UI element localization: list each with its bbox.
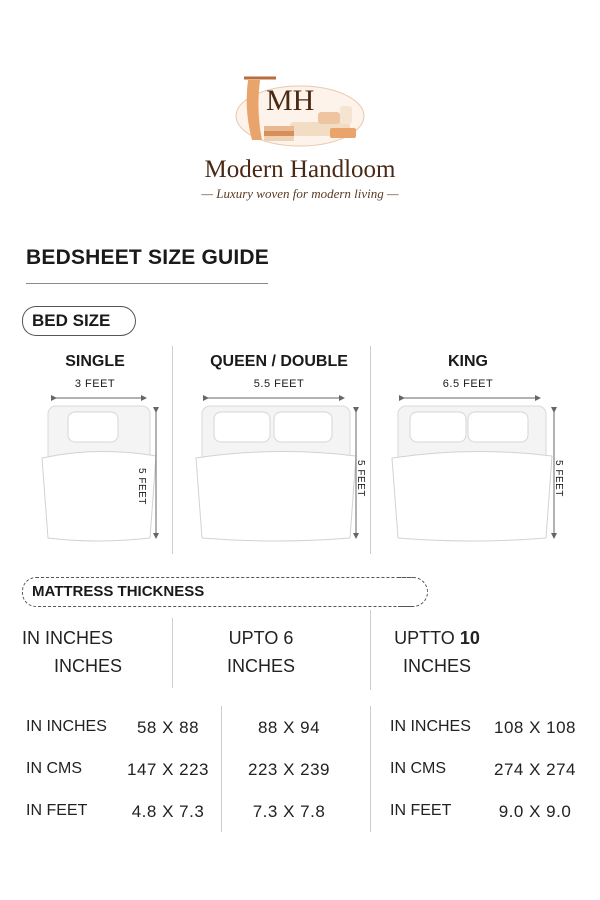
king-inches: 108 X 108 [493,718,576,737]
bed-size-label: BED SIZE [22,306,122,336]
king-cms: 274 X 274 [493,760,576,779]
brand-name: Modern Handloom [204,156,396,183]
column-divider [221,706,222,832]
mattress-thickness-label: MATTRESS THICKNESS [22,577,414,607]
king-row-label-cms: IN CMS [390,760,446,777]
column-divider [172,346,173,554]
single-cms: 147 X 223 [126,760,209,779]
bed-width-king: 6.5 FEET [442,378,494,390]
column-divider [172,618,173,688]
row-label-feet: IN FEET [26,802,88,819]
column-divider [370,346,371,554]
column-divider [370,706,371,832]
king-row-label-feet: IN FEET [390,802,452,819]
king-row-label-inches: IN INCHES [390,718,471,735]
bed-length-single: 5 FEET [136,468,147,505]
bed-width-queen: 5.5 FEET [253,378,305,390]
title-divider [26,283,268,284]
queen-feet: 7.3 X 7.8 [252,802,326,821]
bed-name-single: SINGLE [65,353,125,370]
queen-inches: 88 X 94 [257,718,321,737]
bed-illustration-queen [192,388,368,548]
queen-cms: 223 X 239 [247,760,330,779]
row-label-cms: IN CMS [26,760,82,777]
brand-logo [230,70,370,150]
bed-length-queen: 5 FEET [355,460,366,497]
bed-name-queen: QUEEN / DOUBLE [210,353,348,370]
thickness-single: IN INCHES INCHES [22,628,123,676]
thickness-queen: UPTO 6 INCHES [226,628,295,676]
bed-width-single: 3 FEET [74,378,116,390]
single-feet: 4.8 X 7.3 [131,802,205,821]
bed-illustration-king [390,388,566,548]
logo-monogram: MH [266,84,315,117]
bed-illustration-single [36,388,170,548]
column-divider [370,610,371,690]
bed-name-king: KING [448,353,488,370]
bed-length-king: 5 FEET [553,460,564,497]
page-title: BEDSHEET SIZE GUIDE [26,246,270,269]
brand-tagline: — Luxury woven for modern living — [201,186,399,201]
king-feet: 9.0 X 9.0 [498,802,572,821]
single-inches: 58 X 88 [136,718,200,737]
thickness-king: UPTTO 10 INCHES [394,628,480,676]
row-label-inches: IN INCHES [26,718,107,735]
